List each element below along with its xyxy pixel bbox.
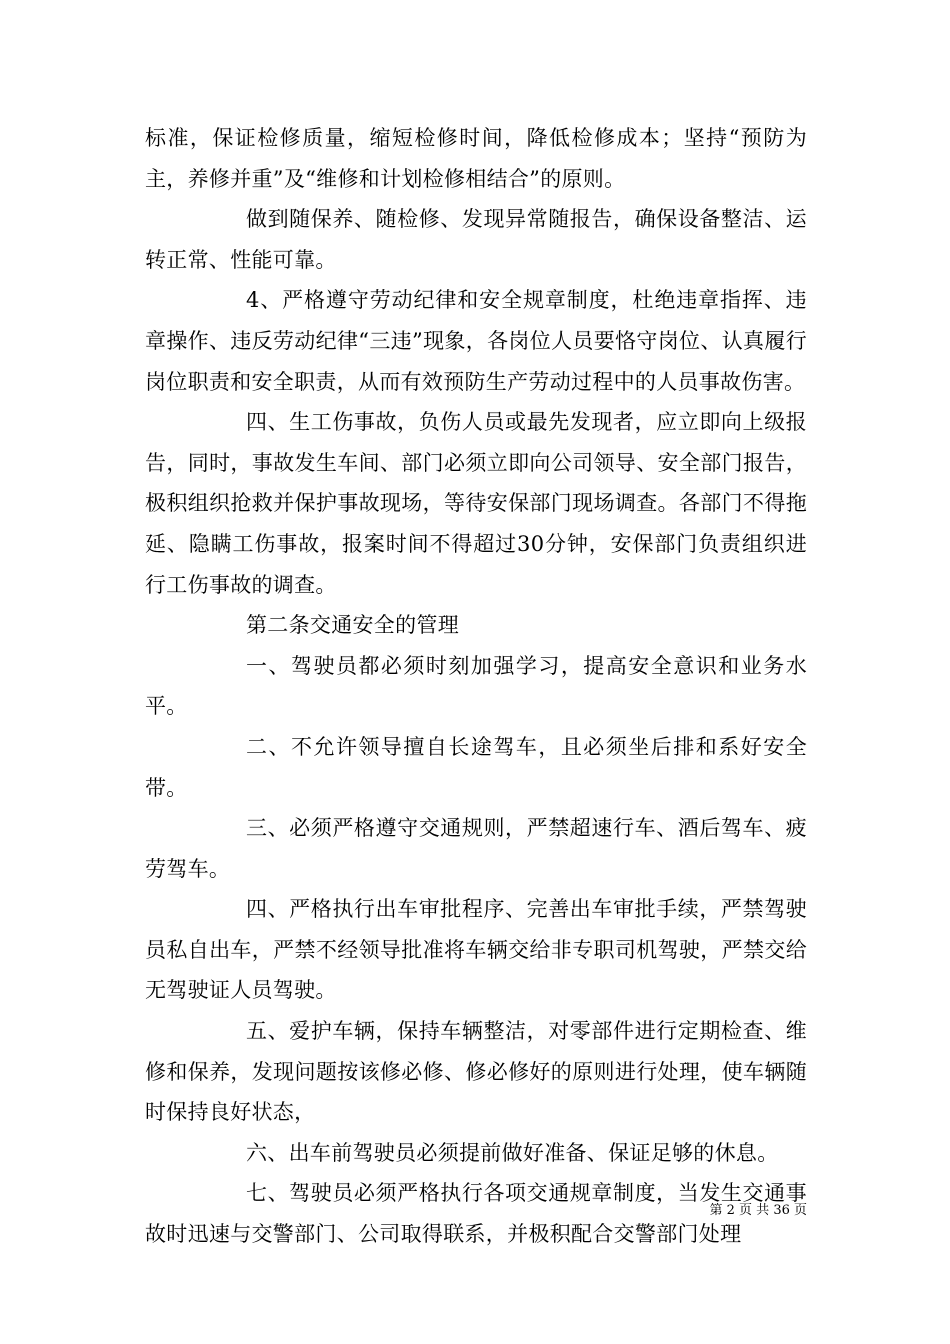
paragraph: 一、驾驶员都必须时刻加强学习，提高安全意识和业务水平。 (145, 653, 807, 719)
paragraph: 三、必须严格遵守交通规则，严禁超速行车、酒后驾车、疲劳驾车。 (145, 816, 807, 881)
paragraph: 七、驾驶员必须严格执行各项交通规章制度，当发生交通事故时迅速与交警部门、公司取得联系，并极积配合交警部门处理 (145, 1181, 807, 1247)
page-number: 第 2 页 共 36 页 (709, 1203, 807, 1218)
paragraph: 4、严格遵守劳动纪律和安全规章制度，杜绝违章指挥、违章操作、违反劳动纪律“三违”现象，各岗位人员要恪守岗位、认真履行岗位职责和安全职责，从而有效预防生产劳动过程中的人员事故伤害。 (145, 288, 807, 394)
paragraph: 四、生工伤事故，负伤人员或最先发现者，应立即向上级报告，同时，事故发生车间、部门必须立即向公司领导、安全部门报告，极积组织抢救并保护事故现场，等待安保部门现场调查。各部门不得拖延、隐瞒工伤事故，报案时间不得超过30分钟，安保部门负责组织进行工伤事故的调查。 (145, 410, 807, 597)
paragraph: 六、出车前驾驶员必须提前做好准备、保证足够的休息。 (246, 1140, 779, 1165)
paragraph-continuation: 标准，保证检修质量，缩短检修时间，降低检修成本；坚持“预防为主，养修并重”及“维修和计划检修相结合”的原则。 (145, 126, 807, 191)
paragraph: 五、爱护车辆，保持车辆整洁，对零部件进行定期检查、维修和保养，发现问题按该修必修、修必修好的原则进行处理，使车辆随时保持良好状态， (145, 1019, 807, 1125)
paragraph: 做到随保养、随检修、发现异常随报告，确保设备整洁、运转正常、性能可靠。 (145, 207, 807, 272)
section-heading: 第二条交通安全的管理 (246, 613, 459, 638)
paragraph: 四、严格执行出车审批程序、完善出车审批手续，严禁驾驶员私自出车，严禁不经领导批准将车辆交给非专职司机驾驶，严禁交给无驾驶证人员驾驶。 (145, 897, 807, 1003)
paragraph: 二、不允许领导擅自长途驾车，且必须坐后排和系好安全带。 (145, 734, 807, 800)
document-body (145, 118, 807, 1255)
